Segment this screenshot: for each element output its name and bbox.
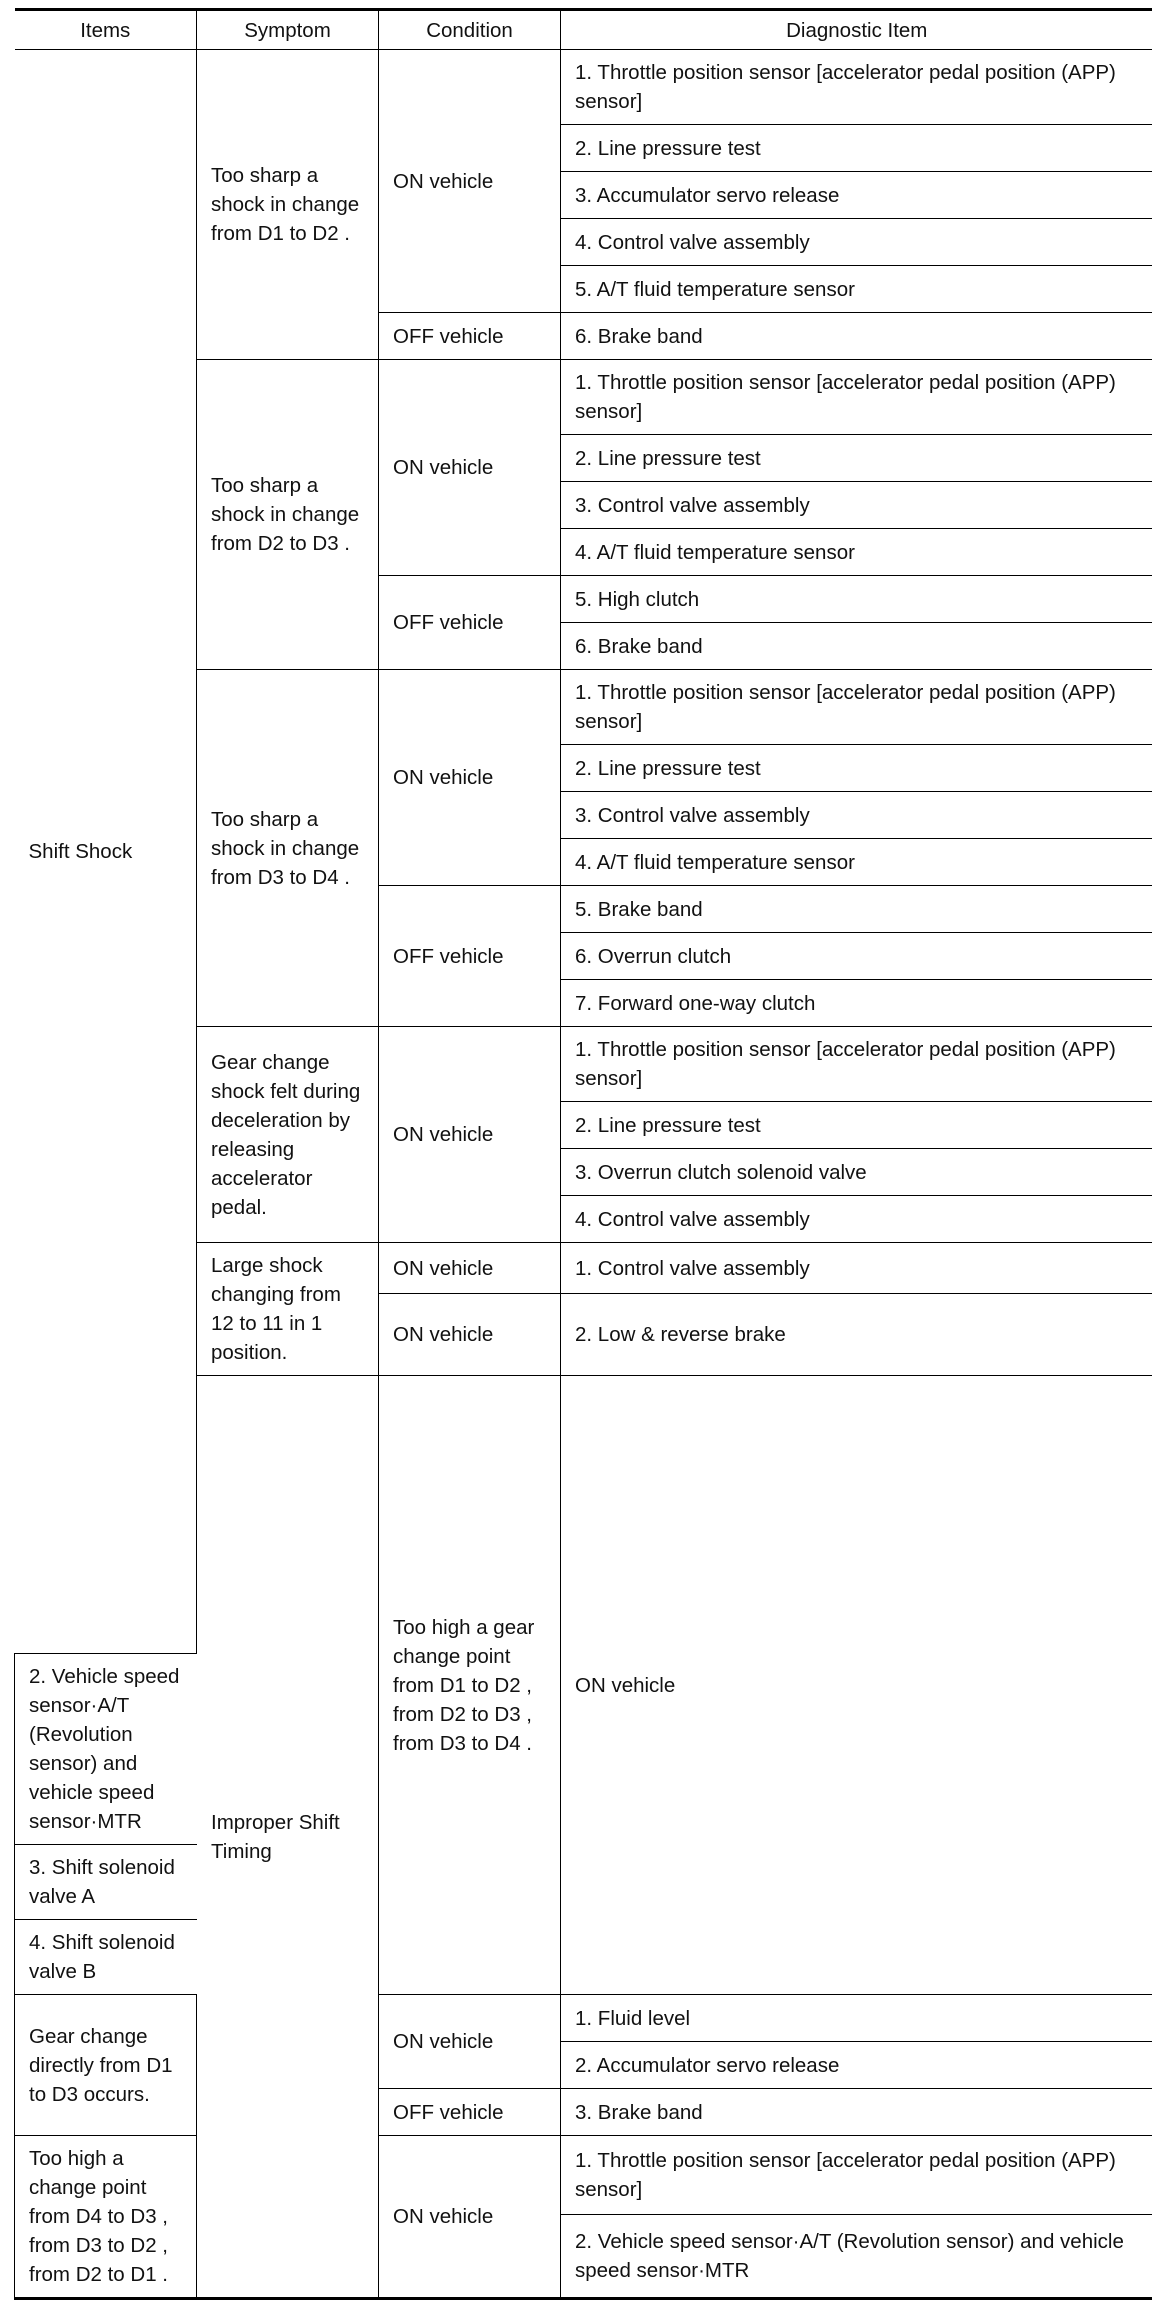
diagnostic-item: 3. Accumulator servo release	[561, 172, 1152, 219]
diagnostic-item: 3. Control valve assembly	[561, 482, 1152, 529]
header-diagnostic-item: Diagnostic Item	[561, 10, 1152, 50]
diagnostic-item: 5. High clutch	[561, 576, 1152, 623]
condition-cell: ON vehicle	[379, 1027, 561, 1243]
diagnostic-item: 3. Control valve assembly	[561, 792, 1152, 839]
diagnostic-item: 1. Throttle position sensor [accelerator pedal position (APP) sensor]	[561, 1027, 1152, 1102]
header-row	[15, 10, 1152, 50]
symptom-cell: Gear change shock felt during deceleration by releasing accelerator pedal.	[197, 1027, 379, 1243]
diagnostic-item: 2. Line pressure test	[561, 125, 1152, 172]
diagnostic-item: 2. Line pressure test	[561, 745, 1152, 792]
header-condition: Condition	[379, 10, 561, 50]
diagnostic-item: 1. Throttle position sensor [accelerator pedal position (APP) sensor]	[561, 50, 1152, 125]
diagnostic-item: 1. Throttle position sensor [accelerator pedal position (APP) sensor]	[561, 2136, 1152, 2215]
condition-cell: ON vehicle	[561, 1376, 1152, 1995]
diagnostic-item: 6. Overrun clutch	[561, 933, 1152, 980]
condition-cell: ON vehicle	[379, 1294, 561, 1376]
group-improper-shift-timing: Improper Shift Timing	[197, 1376, 379, 2299]
diagnostic-item: 7. Forward one-way clutch	[561, 980, 1152, 1027]
condition-cell: OFF vehicle	[379, 576, 561, 670]
header-items: Items	[15, 10, 197, 50]
diagnostic-item: 2. Vehicle speed sensor·A/T (Revolution sensor) and vehicle speed sensor·MTR	[561, 2214, 1152, 2298]
diagnostic-item: 3. Brake band	[561, 2089, 1152, 2136]
diagnostic-table-container	[14, 8, 1152, 2300]
diagnostic-item: 4. Control valve assembly	[561, 219, 1152, 266]
symptom-cell: Too sharp a shock in change from D3 to D4 .	[197, 670, 379, 1027]
condition-cell: ON vehicle	[379, 50, 561, 313]
diagnostic-item: 5. A/T fluid temperature sensor	[561, 266, 1152, 313]
diagnostic-item: 2. Line pressure test	[561, 1102, 1152, 1149]
diagnostic-item: 1. Control valve assembly	[561, 1243, 1152, 1294]
group-shift-shock: Shift Shock	[15, 50, 197, 1654]
condition-cell: ON vehicle	[379, 1995, 561, 2089]
diagnostic-item: 3. Overrun clutch solenoid valve	[561, 1149, 1152, 1196]
diagnostic-item: 1. Fluid level	[561, 1995, 1152, 2042]
diagnostic-item: 4. A/T fluid temperature sensor	[561, 839, 1152, 886]
condition-cell: ON vehicle	[379, 2136, 561, 2299]
diagnostic-item: 2. Low & reverse brake	[561, 1294, 1152, 1376]
condition-cell: OFF vehicle	[379, 886, 561, 1027]
header-symptom: Symptom	[197, 10, 379, 50]
condition-cell: ON vehicle	[379, 670, 561, 886]
symptom-cell: Too high a gear change point from D1 to D2 , from D2 to D3 , from D3 to D4 .	[379, 1376, 561, 1995]
condition-cell: OFF vehicle	[379, 2089, 561, 2136]
diagnostic-item: 4. A/T fluid temperature sensor	[561, 529, 1152, 576]
diagnostic-item: 6. Brake band	[561, 313, 1152, 360]
diagnostic-table	[14, 8, 1152, 2300]
diagnostic-item: 3. Shift solenoid valve A	[15, 1845, 197, 1920]
symptom-cell: Large shock changing from 12 to 11 in 1 position.	[197, 1243, 379, 1376]
condition-cell: OFF vehicle	[379, 313, 561, 360]
diagnostic-item: 2. Line pressure test	[561, 435, 1152, 482]
diagnostic-item: 1. Throttle position sensor [accelerator pedal position (APP) sensor]	[561, 360, 1152, 435]
diagnostic-item: 6. Brake band	[561, 623, 1152, 670]
diagnostic-item: 2. Accumulator servo release	[561, 2042, 1152, 2089]
symptom-cell: Too sharp a shock in change from D2 to D3 .	[197, 360, 379, 670]
table-row	[15, 2136, 1152, 2215]
diagnostic-item: 2. Vehicle speed sensor·A/T (Revolution sensor) and vehicle speed sensor·MTR	[15, 1654, 197, 1845]
diagnostic-item: 1. Throttle position sensor [accelerator pedal position (APP) sensor]	[561, 670, 1152, 745]
diagnostic-item: 5. Brake band	[561, 886, 1152, 933]
table-row	[15, 1995, 1152, 2042]
diagnostic-item: 4. Control valve assembly	[561, 1196, 1152, 1243]
condition-cell: ON vehicle	[379, 1243, 561, 1294]
condition-cell: ON vehicle	[379, 360, 561, 576]
diagnostic-item: 4. Shift solenoid valve B	[15, 1920, 197, 1995]
symptom-cell: Gear change directly from D1 to D3 occurs.	[15, 1995, 197, 2136]
table-row	[15, 50, 1152, 125]
symptom-cell: Too sharp a shock in change from D1 to D2 .	[197, 50, 379, 360]
symptom-cell: Too high a change point from D4 to D3 , from D3 to D2 , from D2 to D1 .	[15, 2136, 197, 2299]
